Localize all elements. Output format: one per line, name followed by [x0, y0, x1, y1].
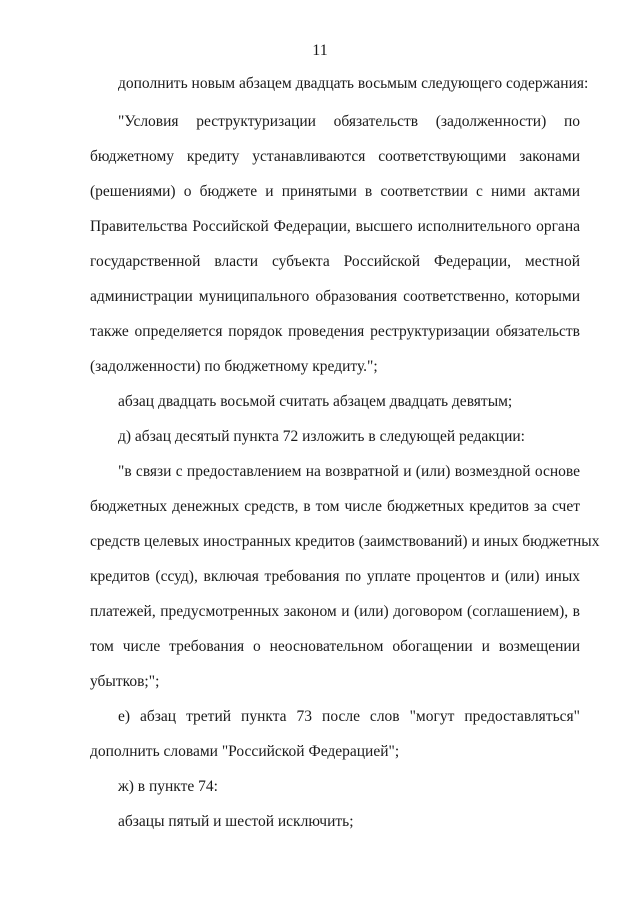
text-line: платежей, предусмотренных законом и (или) договором (соглашением), в: [90, 603, 580, 620]
text-line: бюджетных денежных средств, в том числе бюджетных кредитов за счет: [90, 498, 580, 515]
text-line: (задолженности) по бюджетному кредиту.";: [90, 358, 378, 375]
text-line: ж) в пункте 74:: [118, 778, 218, 795]
text-line: дополнить новым абзацем двадцать восьмым следующего содержания:: [118, 75, 589, 92]
text-line: "Условия реструктуризации обязательств (задолженности) по: [118, 113, 580, 130]
text-line: том числе требования о неосновательном обогащении и возмещении: [90, 638, 580, 655]
page-number: 11: [312, 42, 328, 59]
text-line: государственной власти субъекта Российской Федерации, местной: [90, 253, 580, 270]
text-line: дополнить словами "Российской Федерацией";: [90, 743, 400, 760]
text-line: средств целевых иностранных кредитов (заимствований) и иных бюджетных: [90, 533, 600, 550]
text-line: также определяется порядок проведения реструктуризации обязательств: [90, 323, 580, 340]
text-line: кредитов (ссуд), включая требования по уплате процентов и (или) иных: [90, 568, 580, 585]
text-line: "в связи с предоставлением на возвратной и (или) возмездной основе: [118, 463, 580, 480]
text-line: абзац двадцать восьмой считать абзацем двадцать девятым;: [118, 393, 513, 410]
text-line: Правительства Российской Федерации, высшего исполнительного органа: [90, 218, 580, 235]
text-line: убытков;";: [90, 673, 160, 690]
text-line: бюджетному кредиту устанавливаются соответствующими законами: [90, 148, 580, 165]
text-line: абзацы пятый и шестой исключить;: [118, 813, 354, 830]
text-line: е) абзац третий пункта 73 после слов "могут предоставляться": [118, 708, 580, 725]
text-line: администрации муниципального образования соответственно, которыми: [90, 288, 580, 305]
text-line: (решениями) о бюджете и принятыми в соответствии с ними актами: [90, 183, 580, 200]
text-line: д) абзац десятый пункта 72 изложить в следующей редакции:: [118, 428, 525, 445]
